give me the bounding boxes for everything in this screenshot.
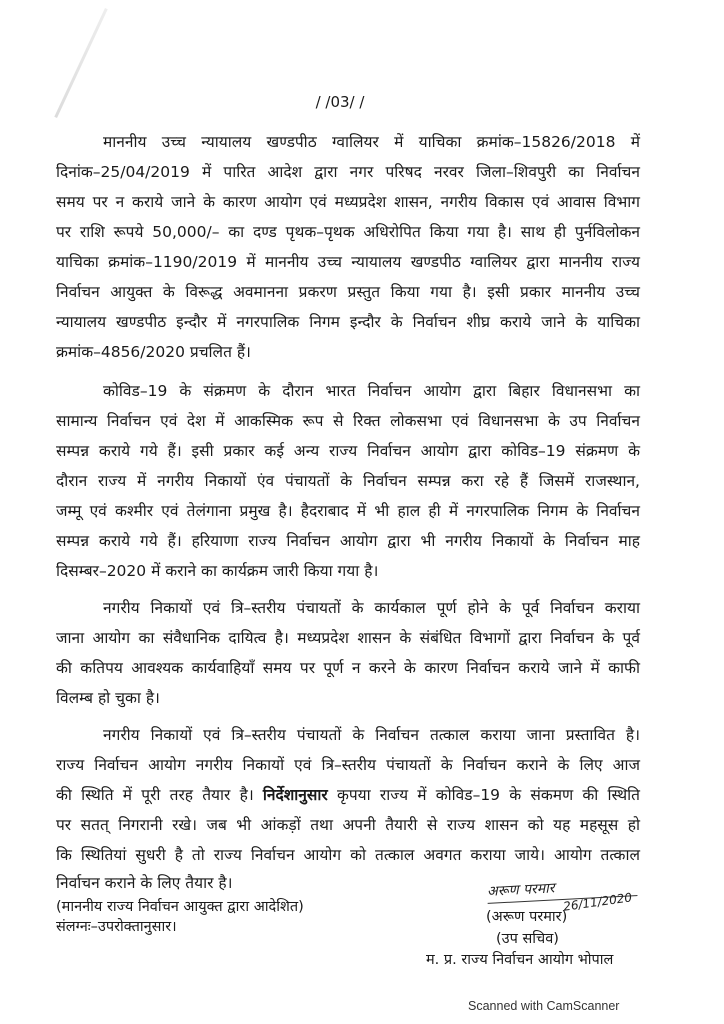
para2-line5: जम्मू एवं कश्मीर एवं तेलंगाना प्रमुख है। हैदराबाद में भी हाल ही में नगरपालिक निगम के निर्वाचन [56, 502, 640, 520]
para1-line4: पर राशि रूपये 50,000/– का दण्ड पृथक–पृथक अधिरोपित किया गया है। साथ ही पुर्नविलोकन [56, 223, 640, 241]
handwritten-signature: अरूण परमार [487, 874, 638, 904]
page-number: / /03/ / [315, 93, 365, 111]
para1-line3: समय पर न कराये जाने के कारण आयोग एवं मध्यप्रदेश शासन, नगरीय विकास एवं आवास विभाग [56, 193, 640, 211]
para3-line3: की कतिपय आवश्यक कार्यवाहियाँ समय पर पूर्ण न करने के कारण निर्वाचन कराये जाने में काफी [56, 659, 640, 677]
para3-line2: जाना आयोग का संवैधानिक दायित्व है। मध्यप्रदेश शासन के संबंधित विभागों द्वारा निर्वाचन के पूर्व [56, 629, 640, 647]
para2-line4: दौरान राज्य में नगरीय निकायों एंव पंचायतों के निर्वाचन सम्पन्न करा रहे हैं जिसमें राजस्थान, [56, 472, 640, 490]
para1-line1: माननीय उच्च न्यायालय खण्डपीठ ग्वालियर में याचिका क्रमांक–15826/2018 में [103, 133, 640, 151]
signatory-designation: (उप सचिव) [496, 931, 559, 947]
para1-line6: निर्वाचन आयुक्त के विरूद्ध अवमानना प्रकरण प्रस्तुत किया गया है। इसी प्रकार माननीय उच्च [56, 283, 640, 301]
para2-line7: दिसम्बर–2020 में कराने का कार्यक्रम जारी किया गया है। [56, 562, 379, 580]
para1-line7: न्यायालय खण्डपीठ इन्दौर में नगरपालिक निगम इन्दौर के निर्वाचन शीघ्र कराये जाने के याचिका [56, 313, 640, 331]
para1-line8: क्रमांक–4856/2020 प्रचलित हैं। [56, 343, 251, 361]
para4-line5: कि स्थितियां सुधरी है तो राज्य निर्वाचन आयोग को तत्काल अवगत कराया जाये। आयोग तत्काल [56, 846, 640, 864]
para2-line6: सम्पन्न कराये गये हैं। हरियाणा राज्य निर्वाचन आयोग द्वारा भी नगरीय निकायों के निर्वाचन माह [56, 532, 640, 550]
para4-line3 [56, 784, 640, 806]
directive-bold-word: निर्देशानुसार [262, 786, 328, 804]
para4-line2: राज्य निर्वाचन आयोग नगरीय निकायों एवं त्रि–स्तरीय पंचायतों के निर्वाचन कराने के लिए आज [56, 756, 640, 774]
para2-line1: कोविड–19 के संक्रमण के दौरान भारत निर्वाचन आयोग द्वारा बिहार विधानसभा का [103, 382, 640, 400]
issuing-office: म. प्र. राज्य निर्वाचन आयोग भोपाल [426, 952, 614, 968]
camscanner-watermark: Scanned with CamScanner [468, 999, 620, 1013]
para4-line3-start: की स्थिति में पूरी तरह तैयार है। [56, 786, 254, 804]
para2-line3: सम्पन्न कराये गये हैं। इसी प्रकार कई अन्य राज्य निर्वाचन आयोग द्वारा कोविड–19 संक्रमण के [56, 442, 640, 460]
para2-line2: सामान्य निर्वाचन एवं देश में आकस्मिक रूप से रिक्त लोकसभा एवं विधानसभा के उप निर्वाचन [56, 412, 640, 430]
para3-line1: नगरीय निकायों एवं त्रि–स्तरीय पंचायतों के कार्यकाल पूर्ण होने के पूर्व निर्वाचन कराया [103, 599, 640, 617]
ordered-by-note: (माननीय राज्य निर्वाचन आयुक्त द्वारा आदेशित) [56, 899, 304, 915]
para1-line5: याचिका क्रमांक–1190/2019 में माननीय उच्च न्यायालय खण्डपीठ ग्वालियर द्वारा माननीय राज्य [56, 253, 640, 271]
para1-line2: दिनांक–25/04/2019 में पारित आदेश द्वारा नगर परिषद नरवर जिला–शिवपुरी का निर्वाचन [56, 163, 640, 181]
handwritten-date: 26/11/2020 [562, 890, 633, 914]
para4-line6: निर्वाचन कराने के लिए तैयार है। [56, 874, 233, 892]
signatory-name: (अरूण परमार) [486, 909, 568, 925]
para4-line4: पर सतत् निगरानी रखे। जब भी आंकड़ों तथा अपनी तैयारी से राज्य शासन को यह महसूस हो [56, 816, 640, 834]
para4-line1: नगरीय निकायों एवं त्रि–स्तरीय पंचायतों के निर्वाचन तत्काल कराया जाना प्रस्तावित है। [103, 726, 640, 744]
para4-line3-rest: कृपया राज्य में कोविड–19 के संकमण की स्थिति [336, 786, 640, 804]
enclosure-note: संलग्नः–उपरोक्तानुसार। [56, 919, 177, 935]
para3-line4: विलम्ब हो चुका है। [56, 689, 160, 707]
